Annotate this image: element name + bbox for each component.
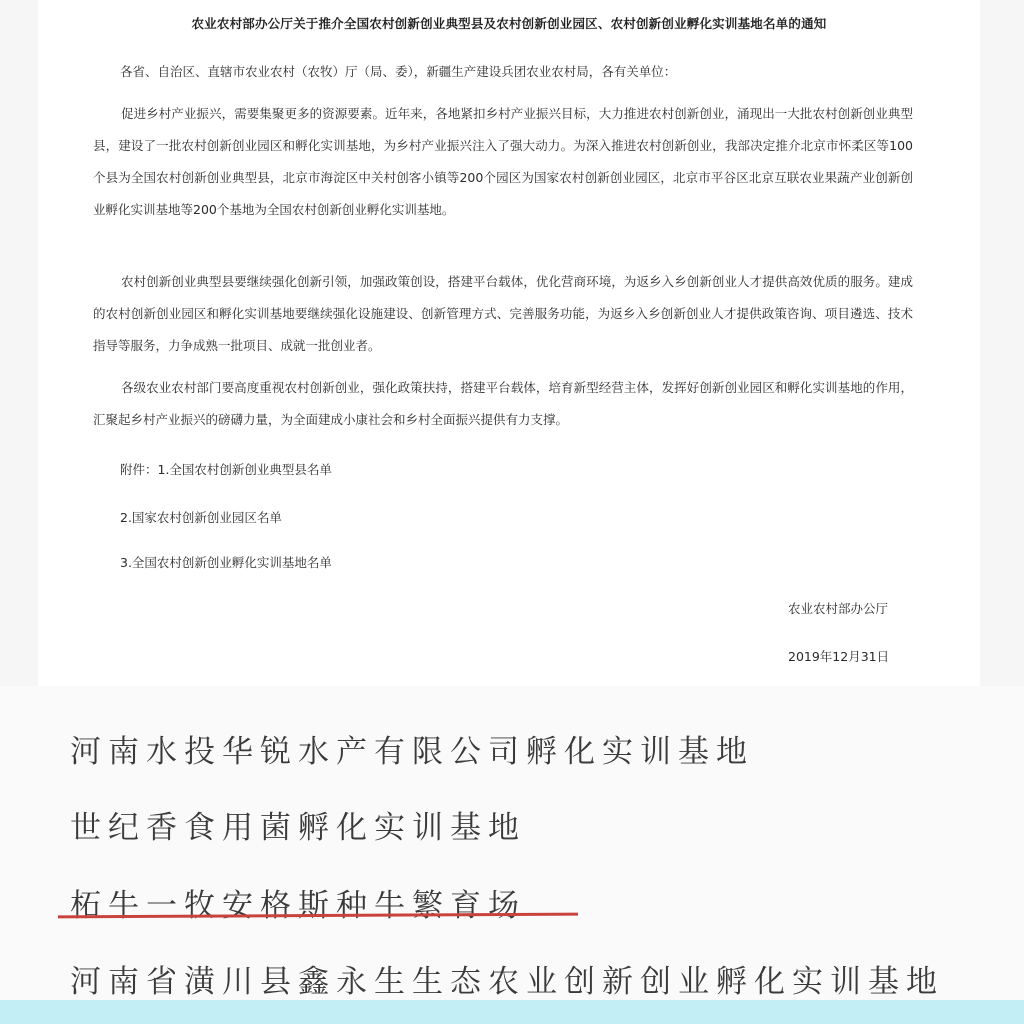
list-item: 河南省潢川县鑫永生生态农业创新创业孵化实训基地	[70, 964, 944, 1000]
list-item: 世纪香食用菌孵化实训基地	[70, 810, 526, 846]
notice-title: 农业农村部办公厅关于推介全国农村创新创业典型县及农村创新创业园区、农村创新创业孵化实训基地名单的通知	[191, 16, 827, 31]
attachment-1: 附件：1.全国农村创新创业典型县名单	[120, 462, 332, 477]
notice-paragraph-3: 各级农业农村部门要高度重视农村创新创业，强化政策扶持，搭建平台载体，培育新型经营主体，发挥好创新创业园区和孵化实训基地的作用，汇聚起乡村产业振兴的磅礴力量，为全面建成小康社会和乡村全面振兴提供有力支撑。	[93, 380, 913, 427]
notice-document	[38, 0, 980, 686]
signature-date: 2019年12月31日	[788, 649, 890, 664]
notice-salutation: 各省、自治区、直辖市农业农村（农牧）厅（局、委），新疆生产建设兵团农业农村局，各有关单位：	[120, 64, 677, 79]
bottom-bar	[0, 1000, 1024, 1024]
signature-office: 农业农村部办公厅	[788, 601, 889, 616]
list-item-highlighted: 柘牛一牧安格斯种牛繁育场	[70, 888, 526, 924]
list-item: 河南水投华锐水产有限公司孵化实训基地	[70, 734, 754, 770]
attachment-3: 3.全国农村创新创业孵化实训基地名单	[120, 555, 332, 570]
notice-paragraph-2: 农村创新创业典型县要继续强化创新引领，加强政策创设，搭建平台载体，优化营商环境，为返乡入乡创新创业人才提供高效优质的服务。建成的农村创新创业园区和孵化实训基地要继续强化设施建设、创新管理方式、完善服务功能，为返乡入乡创新创业人才提供政策咨询、项目遴选、技术指导等服务，力争成熟一批项目、成就一批创业者。	[93, 274, 913, 353]
base-list-excerpt	[0, 686, 1024, 1000]
notice-paragraph-1: 促进乡村产业振兴，需要集聚更多的资源要素。近年来，各地紧扣乡村产业振兴目标，大力推进农村创新创业，涌现出一大批农村创新创业典型县，建设了一批农村创新创业园区和孵化实训基地，为乡村产业振兴注入了强大动力。为深入推进农村创新创业，我部决定推介北京市怀柔区等100个县为全国农村创新创业典型县，北京市海淀区中关村创客小镇等200个园区为国家农村创新创业园区，北京市平谷区北京互联农业果蔬产业创新创业孵化实训基地等200个基地为全国农村创新创业孵化实训基地。	[93, 106, 913, 217]
attachment-2: 2.国家农村创新创业园区名单	[120, 510, 282, 525]
